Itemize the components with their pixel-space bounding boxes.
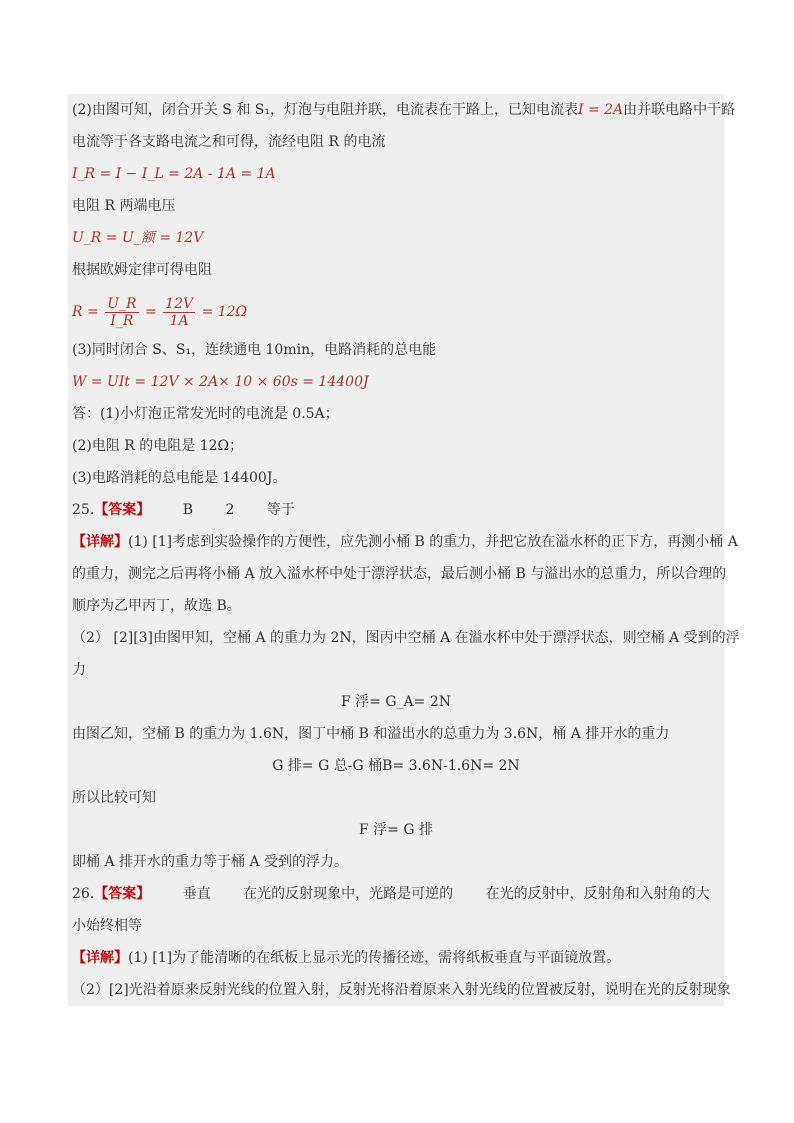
text-line: 根据欧姆定律可得电阻 [68,254,724,286]
equation-centered: G 排= G 总-G 桶B= 3.6N-1.6N= 2N [68,750,724,782]
text-line: 的重力，测完之后再将小桶 A 放入溢水杯中处于漂浮状态，最后测小桶 B 与溢出水的总重力，所以合理的 [68,558,724,590]
text-line: 顺序为乙甲丙丁，故选 B。 [68,590,724,622]
equation: U_R = U_额 = 12V [68,222,724,254]
text-line: 小始终相等 [68,910,724,942]
equation-centered: F 浮= G_A= 2N [68,686,724,718]
text-line: （2）[2]光沿着原来反射光线的位置入射，反射光将沿着原来入射光线的位置被反射，说明在光的反射现象 [68,974,724,1006]
answer-line-26: 26.【答案】 垂直 在光的反射现象中，光路是可逆的 在光的反射中，反射角和入射角的大 [68,878,724,910]
text-line: 答：(1)小灯泡正常发光时的电流是 0.5A； [68,398,724,430]
text-line: 电流等于各支路电流之和可得，流经电阻 R 的电流 [68,126,724,158]
math-inline: I = 2A [577,102,624,118]
text-line: （2） [2][3]由图甲知，空桶 A 的重力为 2N，图丙中空桶 A 在溢水杯中处于漂浮状态，则空桶 A 受到的浮 [68,622,724,654]
document-body [68,94,740,1006]
equation-centered: F 浮= G 排 [68,814,724,846]
answer-line-25: 25.【答案】 B 2 等于 [68,494,724,526]
text-line: (3)电路消耗的总电能是 14400J。 [68,462,724,494]
equation: I_R = I − I_L = 2A - 1A = 1A [68,158,724,190]
detail-line-25: 【详解】(1) [1]考虑到实验操作的方便性，应先测小桶 B 的重力，并把它放在溢水杯的正下方，再测小桶 A [68,526,724,558]
text-line: 电阻 R 两端电压 [68,190,724,222]
text-line: (3)同时闭合 S、S₁，连续通电 10min，电路消耗的总电能 [68,334,724,366]
text-line: (2)由图可知，闭合开关 S 和 S₁，灯泡与电阻并联，电流表在干路上，已知电流表I = 2A由并联电路中干路 [68,94,724,126]
text-line: 由图乙知，空桶 B 的重力为 1.6N，图丁中桶 B 和溢出水的总重力为 3.6N，桶 A 排开水的重力 [68,718,724,750]
text-line: 所以比较可知 [68,782,724,814]
text-line: 即桶 A 排开水的重力等于桶 A 受到的浮力。 [68,846,724,878]
equation-fraction: R = $\frac{U\_R}{I\_R}$ = $\frac{12V}{1A}$ = 12Ω [68,286,724,334]
detail-line-26: 【详解】(1) [1]为了能清晰的在纸板上显示光的传播径迹，需将纸板垂直与平面镜放置。 [68,942,724,974]
equation: W = UIt = 12V × 2A× 10 × 60s = 14400J [68,366,724,398]
text-line: 力 [68,654,724,686]
text-line: (2)电阻 R 的电阻是 12Ω； [68,430,724,462]
